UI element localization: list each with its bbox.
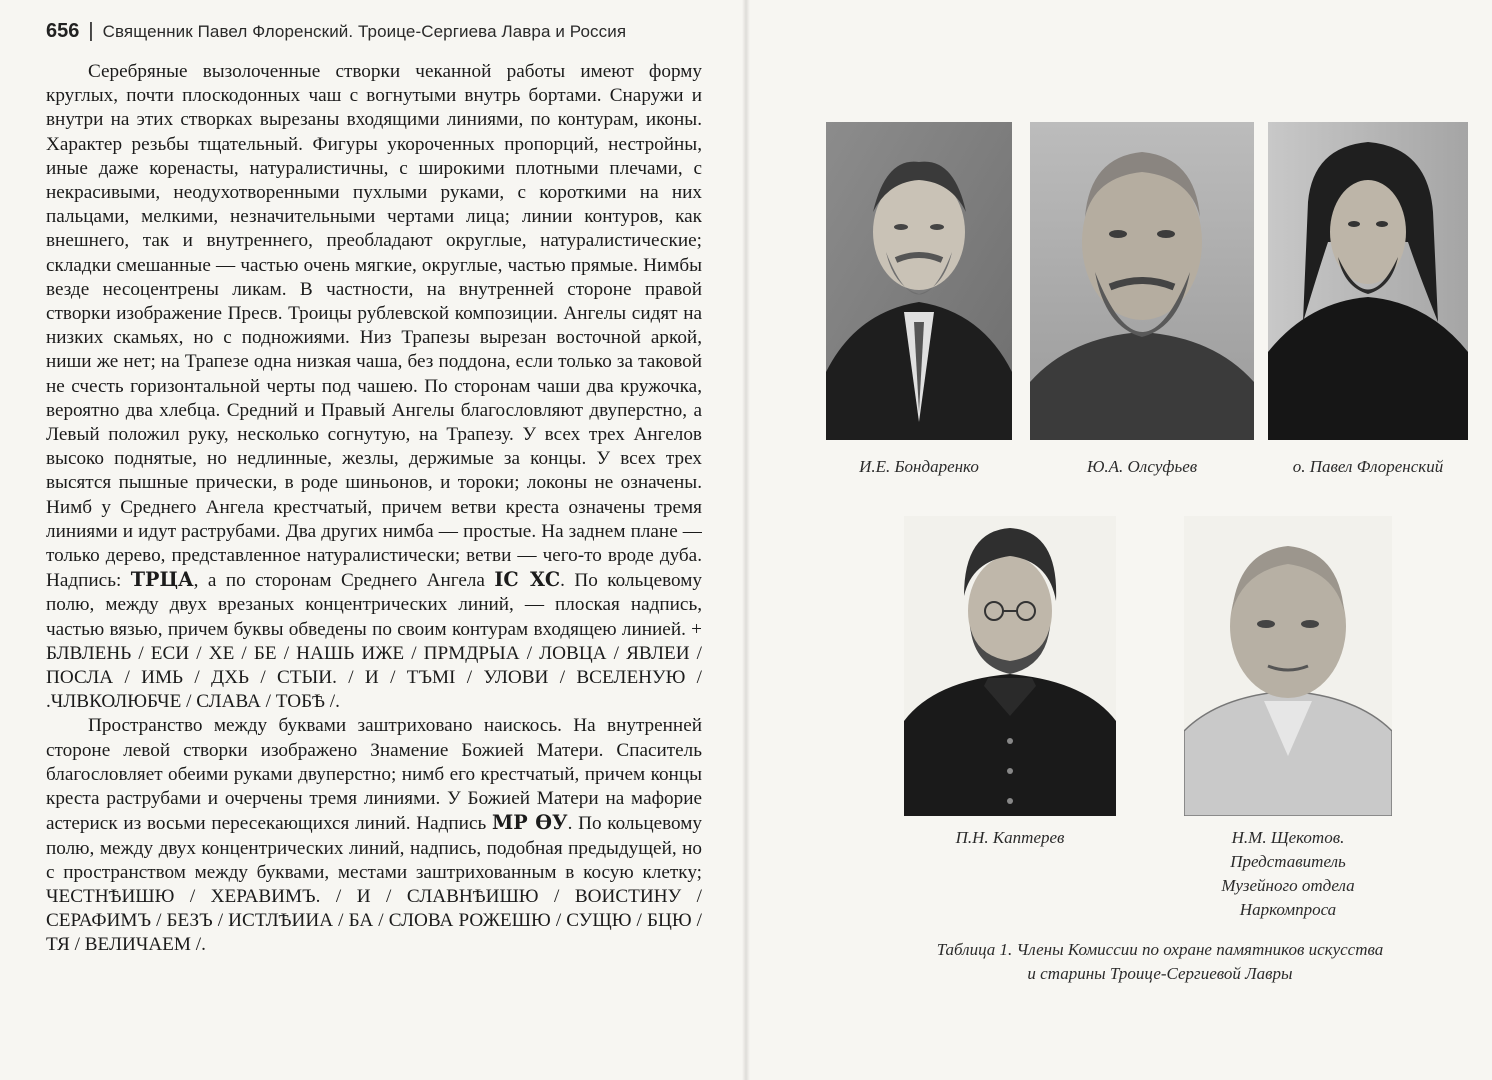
- page-number: 656: [46, 20, 80, 42]
- portrait-photo-bondarenko: [826, 122, 1012, 440]
- page-gutter: [742, 0, 750, 1080]
- portrait-photo-shchekotov: [1184, 516, 1392, 816]
- paragraph-1: Серебряные вызолоченные створки чеканной работы имеют форму круглых, почти плоскодонных чаш с вогнутыми внутрь бортами. Снаружи и внутри на этих створках вырезаны входящими линиями, по контурам, иконы. Характер резьбы тщательный. Фигуры укороченных пропорций, нестройны, иные даже коренасты, натуралистичны, с широкими плотными плечами, с некрасивыми, неодухотворенными пухлыми руками, с короткими на них пальцами, мелкими, незначительными чертами лица; линии контуров, как внешнего, так и внутреннего, преобладают округлые, натуралистические; складки смешанные — частью очень мягкие, округлые, частью прямые. Нимбы везде несоцентрены ликам. В частности, на внутренней стороне правой створки изображение Пресв. Троицы рублевской композиции. Ангелы сидят на низких скамьях, но с подножиями. Низ Трапезы вырезан восточной аркой, ниши же нет; на Трапезе одна низкая чаша, без поддона, если только за таковой не счесть горизонтальной черты под чашею. По сторонам чаши два кружочка, вероятно два хлебца. Средний и Правый Ангелы благословляют двуперстно, а Левый положил руку, несколько согнутую, на Трапезу. У всех трех Ангелов высоко поднятые, но недлинные, жезлы, держимые за концы. У всех трех высятся пышные прически, в роде шиньонов, и тороки; локоны не означены. Нимб у Среднего Ангела крестчатый, причем ветви креста означены тремя линиями и идут раструбами. Два других нимба — простые. На заднем плане — только дерево, представленное натуралистически; ветви — чего-то вроде дуба. Надпись: ТРЦА, а по сторонам Среднего Ангела ІС ХС. По кольцевому полю, между двух врезаных концентрических линий, — плоская надпись, частью вязью, причем буквы обведены по своим контурам входящею линией. + БЛВЛЕНЬ / ЕСИ / ХЕ / БЕ / НАШЬ ИЖЕ / ПРМДРЫА / ЛОВЦА / ЯВЛЕИ / ПОСЛА / ИМЬ / ДХЬ / СТЫИ. / И / ТЪМІ / УЛОВИ / ВСЕЛЕНУЮ / .ЧЛВКОЛЮБЧЕ / СЛАВА / ТОБѢ /.: [46, 61, 702, 713]
- caption-florensky: о. Павел Флоренский: [1292, 457, 1444, 476]
- body-text: [46, 60, 702, 1075]
- slavonic-inscription-theotokos: МР ѲУ: [491, 811, 568, 835]
- portrait-photo-olsufiev: [1030, 122, 1254, 440]
- paragraph-2: Пространство между буквами заштриховано наискось. На внутренней стороне левой створки изображено Знамение Божией Матери. Спаситель благословляет обеими руками двуперстно; нимб его крестчатый, причем концы креста раструбами и очерчены тремя линиями. У Божией Матери на мафорие астериск из восьми пересекающихся линий. Надпись МР ѲУ. По кольцевому полю, между двух концентрических линий, надпись, подобная предыдущей, но с пространством между буквами, местами заштрихованным в косую клетку; ЧЕСТНѢИШЮ / ХЕРАВИМЪ. / И / СЛАВНѢИШЮ / ВОИСТИНУ / СЕРАФИМЪ / БЕЗЪ / ИСТЛѢИИА / БА / СЛОВА РОЖЕШЮ / СУЩЮ / БЦЮ / ТЯ / ВЕЛИЧАЕМ /.: [46, 715, 702, 956]
- table-caption: Таблица 1. Члены Комиссии по охране памятников искусства и старины Троице-Сергиевой Лавры: [936, 940, 1384, 983]
- caption-olsufiev: Ю.А. Олсуфьев: [1086, 457, 1198, 476]
- slavonic-inscription-christ: ІС ХС: [494, 568, 561, 592]
- portrait-photo-florensky: [1268, 122, 1468, 440]
- slavonic-inscription-trinity: ТРЦА: [130, 568, 194, 592]
- portrait-photo-kapterev: [904, 516, 1116, 816]
- caption-kapterev: П.Н. Каптерев: [955, 828, 1065, 847]
- running-header: [46, 20, 726, 48]
- header-separator: |: [88, 20, 94, 42]
- caption-shchekotov: Н.М. Щекотов. Представитель Музейного отдела Наркомпроса: [1221, 828, 1355, 919]
- caption-bondarenko: И.Е. Бондаренко: [859, 457, 979, 476]
- book-title: Священник Павел Флоренский. Троице-Сергиева Лавра и Россия: [102, 22, 627, 41]
